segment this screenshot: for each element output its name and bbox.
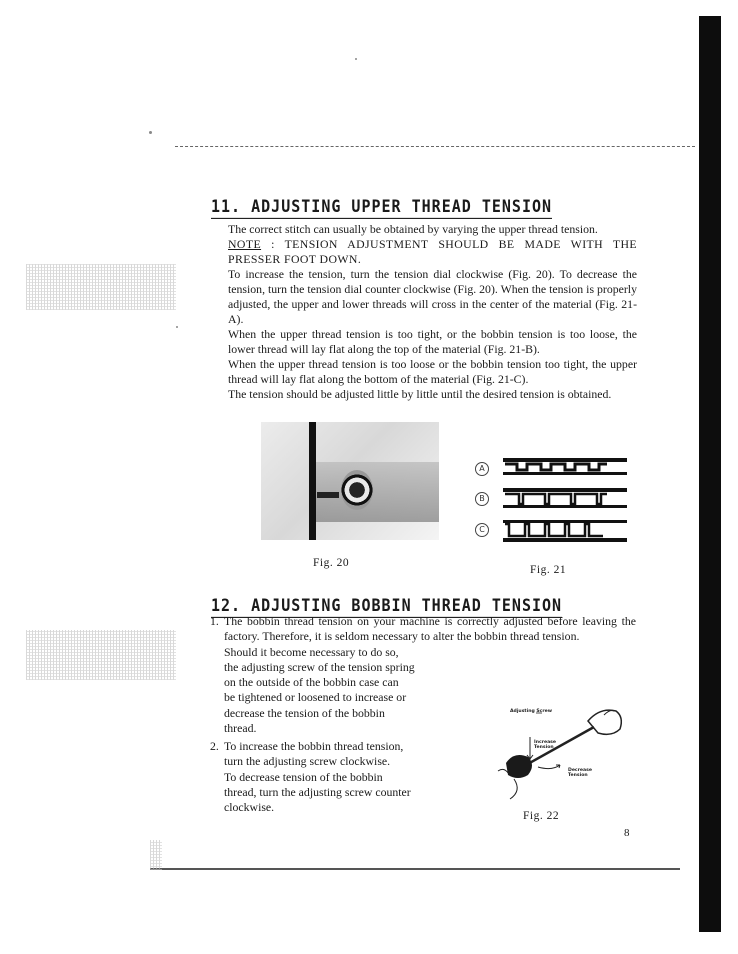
list-number: 1. (210, 614, 219, 628)
section-11-paragraph: When the upper thread tension is too loose or the bobbin tension too tight, the upper thread will lay flat along the bottom of the material (Fig. 21-C). (228, 357, 637, 386)
list-item-1-line: thread. (224, 721, 257, 736)
list-item-1-line: the adjusting screw of the tension spring (224, 659, 415, 674)
label-decrease-tension: Tension (568, 773, 588, 778)
section-11-paragraph: The tension should be adjusted little by little until the desired tension is obtained. (228, 387, 612, 401)
section-12-heading: 12. ADJUSTING BOBBIN THREAD TENSION (211, 595, 562, 618)
list-item-1-line: Should it become necessary to do so, (224, 644, 399, 659)
list-item-2 (210, 739, 432, 815)
page-number: 8 (624, 827, 630, 839)
list-item-2-line: To decrease tension of the bobbin (224, 769, 383, 784)
list-item-2-line: clockwise. (224, 800, 275, 815)
scan-noise (26, 630, 176, 680)
figure-21-stitch-diagrams (475, 452, 635, 548)
label-c: C (475, 523, 489, 537)
bobbin-screwdriver-icon (476, 697, 636, 801)
list-item-2-line: turn the adjusting screw clockwise. (224, 754, 391, 769)
list-number: 2. (210, 739, 219, 753)
figure-22-bobbin-screw-diagram (476, 697, 636, 801)
label-increase-tension: Tension (534, 745, 554, 750)
figure-20-caption: Fig. 20 (313, 557, 350, 569)
section-11-heading: 11. ADJUSTING UPPER THREAD TENSION (211, 196, 552, 219)
top-rule (175, 146, 695, 147)
note-paragraph (228, 237, 637, 267)
list-item-1-intro: The bobbin thread tension on your machine is correctly adjusted before leaving the factory. Therefore, it is seldom necessary to alter the bobbin thread tension. (224, 614, 636, 644)
section-11-paragraph: The correct stitch can usually be obtained by varying the upper thread tension. (228, 222, 598, 236)
list-item-1-line: decrease the tension of the bobbin (224, 705, 385, 720)
section-11-body (228, 222, 637, 402)
note-text: : TENSION ADJUSTMENT SHOULD BE MADE WITH THE PRESSER FOOT DOWN. (228, 237, 637, 266)
scan-speck (176, 326, 178, 328)
list-item-2-line: To increase the bobbin thread tension, (224, 739, 404, 753)
list-item-2-line: thread, turn the adjusting screw counter (224, 784, 411, 799)
figure-20-tension-dial-photo (261, 422, 439, 540)
scan-noise (26, 264, 176, 310)
label-a: A (475, 462, 489, 476)
list-item-1-line: on the outside of the bobbin case can (224, 675, 399, 690)
label-increase: Increase (534, 740, 557, 745)
stitch-lines-icon (475, 452, 635, 548)
label-adjusting-screw: Adjusting Screw (510, 709, 553, 714)
tension-dial-icon (341, 470, 373, 510)
figure-22-caption: Fig. 22 (523, 810, 560, 822)
section-11-paragraph: To increase the tension, turn the tension dial clockwise (Fig. 20). To decrease the tension, turn the tension dial counter clockwise (Fig. 20). When the tension is properly adjusted, the upper and lower threads will cross in the center of the material (Fig. 21-A). (228, 267, 637, 326)
scan-edge-bar (699, 16, 721, 932)
section-11-paragraph: When the upper thread tension is too tight, or the bobbin tension is too loose, the lower thread will lay flat along the top of the material (Fig. 21-B). (228, 327, 637, 356)
scan-speck (149, 131, 152, 134)
figure-21-caption: Fig. 21 (530, 564, 567, 576)
bottom-rule (150, 868, 680, 870)
scan-speck (355, 58, 357, 60)
label-decrease: Decrease (568, 768, 592, 773)
note-label: NOTE (228, 237, 262, 251)
list-item-1-line: be tightened or loosened to increase or (224, 690, 407, 705)
label-b: B (475, 492, 489, 506)
scan-noise (150, 840, 162, 870)
